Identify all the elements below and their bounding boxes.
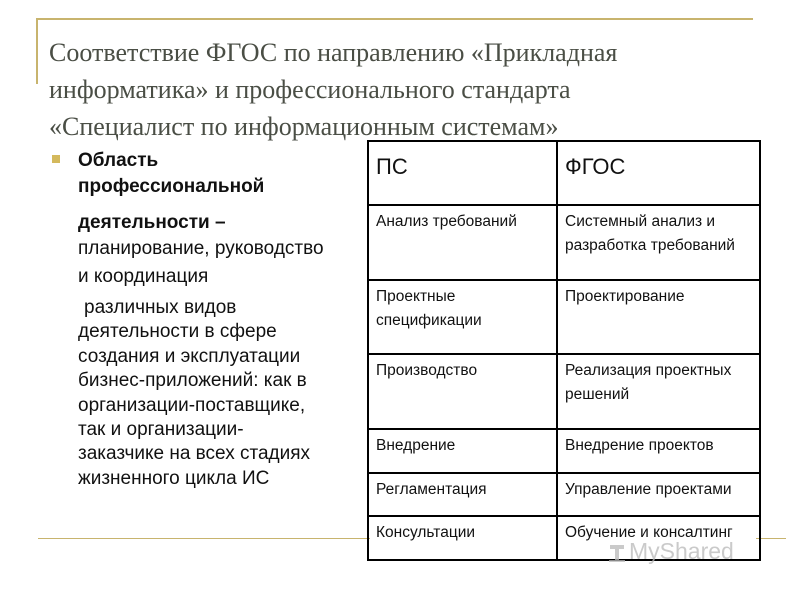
watermark-text: MyShared [629,538,734,564]
table-cell-fgos: Обучение и консалтинг [557,516,760,560]
watermark [608,538,734,565]
header-ps: ПС [368,141,557,205]
bullet-line: и координация [78,266,209,287]
table-cell-ps: Внедрение [368,429,557,473]
top-accent-line [36,18,753,20]
table-cell-ps: Регламентация [368,473,557,517]
header-fgos: ФГОС [557,141,760,205]
bullet-line: деятельности – [78,212,226,233]
bullet-line: планирование, руководство [78,238,324,259]
table-cell-fgos: Внедрение проектов [557,429,760,473]
body-line: создания и эксплуатации [78,345,301,367]
table-cell-fgos: Системный анализ и разработка требований [557,205,760,280]
table-cell-fgos: Управление проектами [557,473,760,517]
title-line: «Специалист по информационным системам» [49,112,559,141]
table-row [368,280,760,355]
watermark-logo-icon [608,542,626,564]
body-line: различных видов [84,297,237,318]
body-line: жизненного цикла ИС [78,467,270,489]
left-accent-line [36,18,38,84]
title-line: Соответствие ФГОС по направлению «Прикладная [49,38,618,67]
comparison-table [367,140,761,561]
bottom-accent-line [38,538,370,539]
body-line: бизнес-приложений: как в [78,370,307,392]
body-paragraph [78,296,378,491]
table-cell-fgos: Проектирование [557,280,760,355]
table-header-row [368,141,760,205]
table-row [368,205,760,280]
bullet-line: Область [78,150,159,171]
body-line: так и организации- [78,419,244,441]
body-line: деятельности в сфере [78,321,277,343]
bullet-square-icon [52,155,60,163]
slide-title [49,34,749,145]
body-line: организации-поставщике, [78,394,306,416]
table-cell-fgos: Реализация проектных решений [557,354,760,429]
table-row [368,473,760,517]
table-row [368,429,760,473]
body-line: заказчике на всех стадиях [78,443,311,465]
table-row [368,354,760,429]
title-line: информатика» и профессионального стандарта [49,75,571,104]
table-cell-ps: Анализ требований [368,205,557,280]
table-cell-ps: Проектные спецификации [368,280,557,355]
bullet-line: профессиональной [78,176,265,197]
table-cell-ps: Производство [368,354,557,429]
table-cell-ps: Консультации [368,516,557,560]
